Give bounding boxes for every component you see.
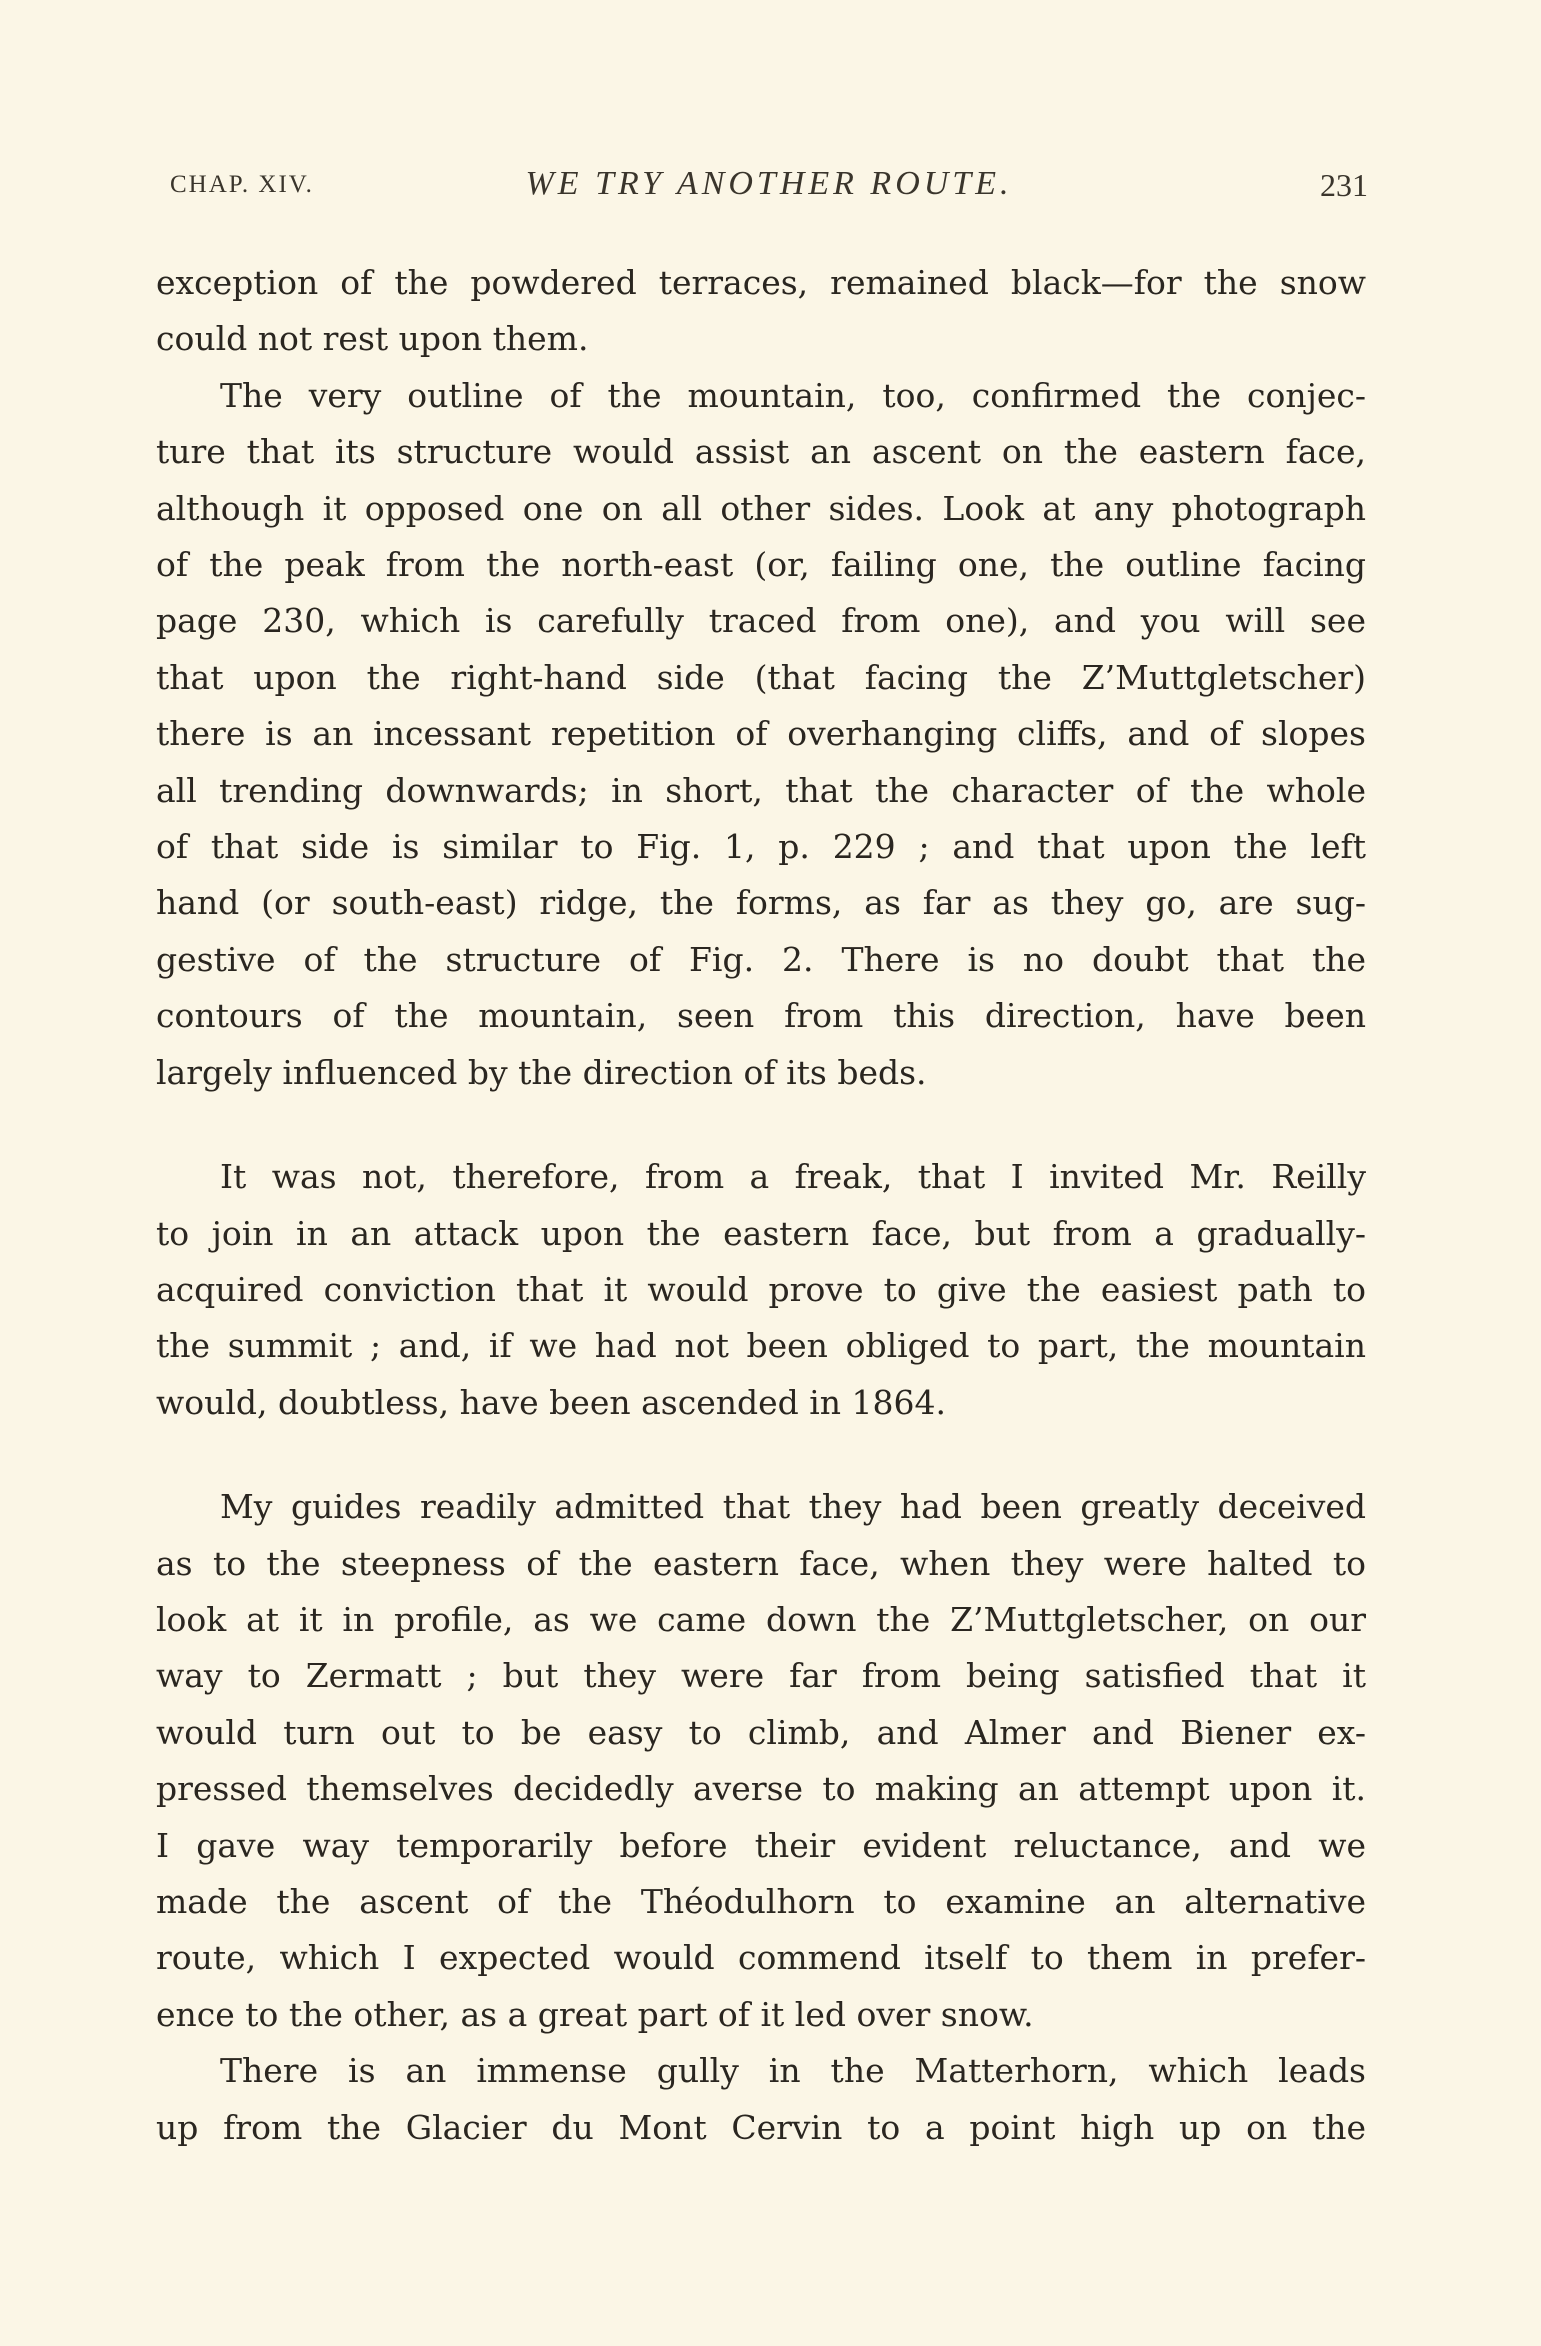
- text-line: to join in an attack upon the eastern face, but from a gradually-: [156, 1213, 1366, 1253]
- text-line: would, doubtless, have been ascended in 1864.: [156, 1382, 947, 1422]
- text-line: of that side is similar to Fig. 1, p. 229 ; and that upon the left: [156, 827, 1366, 867]
- text-line: of the peak from the north-east (or, failing one, the outline facing: [156, 545, 1366, 585]
- text-line: hand (or south-east) ridge, the forms, as far as they go, are sug-: [156, 883, 1366, 923]
- text-line: exception of the powdered terraces, remained black—for the snow: [156, 263, 1366, 302]
- chapter-label: CHAP. XIV.: [170, 171, 314, 198]
- text-line: There is an immense gully in the Matterhorn, which leads: [220, 2051, 1366, 2091]
- text-line: pressed themselves decidedly averse to making an attempt upon it.: [156, 1769, 1366, 1809]
- text-line: route, which I expected would commend itself to them in prefer-: [156, 1938, 1366, 1978]
- text-line: gestive of the structure of Fig. 2. There is no doubt that the: [156, 939, 1366, 979]
- page-number: 231: [1320, 167, 1368, 203]
- text-line: page 230, which is carefully traced from one), and you will see: [156, 601, 1366, 641]
- text-line: that upon the right-hand side (that facing the Z’Muttgletscher): [156, 657, 1366, 697]
- text-line: the summit ; and, if we had not been obliged to part, the mountain: [156, 1326, 1366, 1366]
- text-line: I gave way temporarily before their evident reluctance, and we: [156, 1825, 1366, 1865]
- text-line: way to Zermatt ; but they were far from being satisfied that it: [156, 1656, 1366, 1696]
- text-line: The very outline of the mountain, too, confirmed the conjec-: [220, 375, 1366, 415]
- paragraph-gap: [156, 1101, 1366, 1149]
- text-line: contours of the mountain, seen from this direction, have been: [156, 996, 1366, 1036]
- text-line: would turn out to be easy to climb, and Almer and Biener ex-: [156, 1712, 1366, 1752]
- text-line: ture that its structure would assist an ascent on the eastern face,: [156, 432, 1366, 472]
- text-line: there is an incessant repetition of overhanging cliffs, and of slopes: [156, 714, 1366, 754]
- body-text: [156, 255, 1366, 2156]
- text-line: made the ascent of the Théodulhorn to examine an alternative: [156, 1881, 1366, 1921]
- text-line: acquired conviction that it would prove to give the easiest path to: [156, 1269, 1366, 1309]
- running-header: [170, 165, 1368, 209]
- text-line: ence to the other, as a great part of it led over snow.: [156, 1994, 1034, 2034]
- text-line: as to the steepness of the eastern face, when they were halted to: [156, 1543, 1366, 1583]
- text-line: largely influenced by the direction of its beds.: [156, 1052, 927, 1092]
- text-line: although it opposed one on all other sides. Look at any photograph: [156, 488, 1366, 528]
- text-line: could not rest upon them.: [156, 319, 589, 359]
- text-line: look at it in profile, as we came down the Z’Muttgletscher, on our: [156, 1599, 1366, 1639]
- text-line: It was not, therefore, from a freak, that I invited Mr. Reilly: [220, 1157, 1366, 1197]
- paragraph-gap: [156, 1431, 1366, 1479]
- text-line: My guides readily admitted that they had been greatly deceived: [220, 1487, 1366, 1527]
- text-line: all trending downwards; in short, that the character of the whole: [156, 770, 1366, 810]
- text-line: up from the Glacier du Mont Cervin to a point high up on the: [156, 2107, 1366, 2147]
- running-title: WE TRY ANOTHER ROUTE.: [525, 165, 1013, 202]
